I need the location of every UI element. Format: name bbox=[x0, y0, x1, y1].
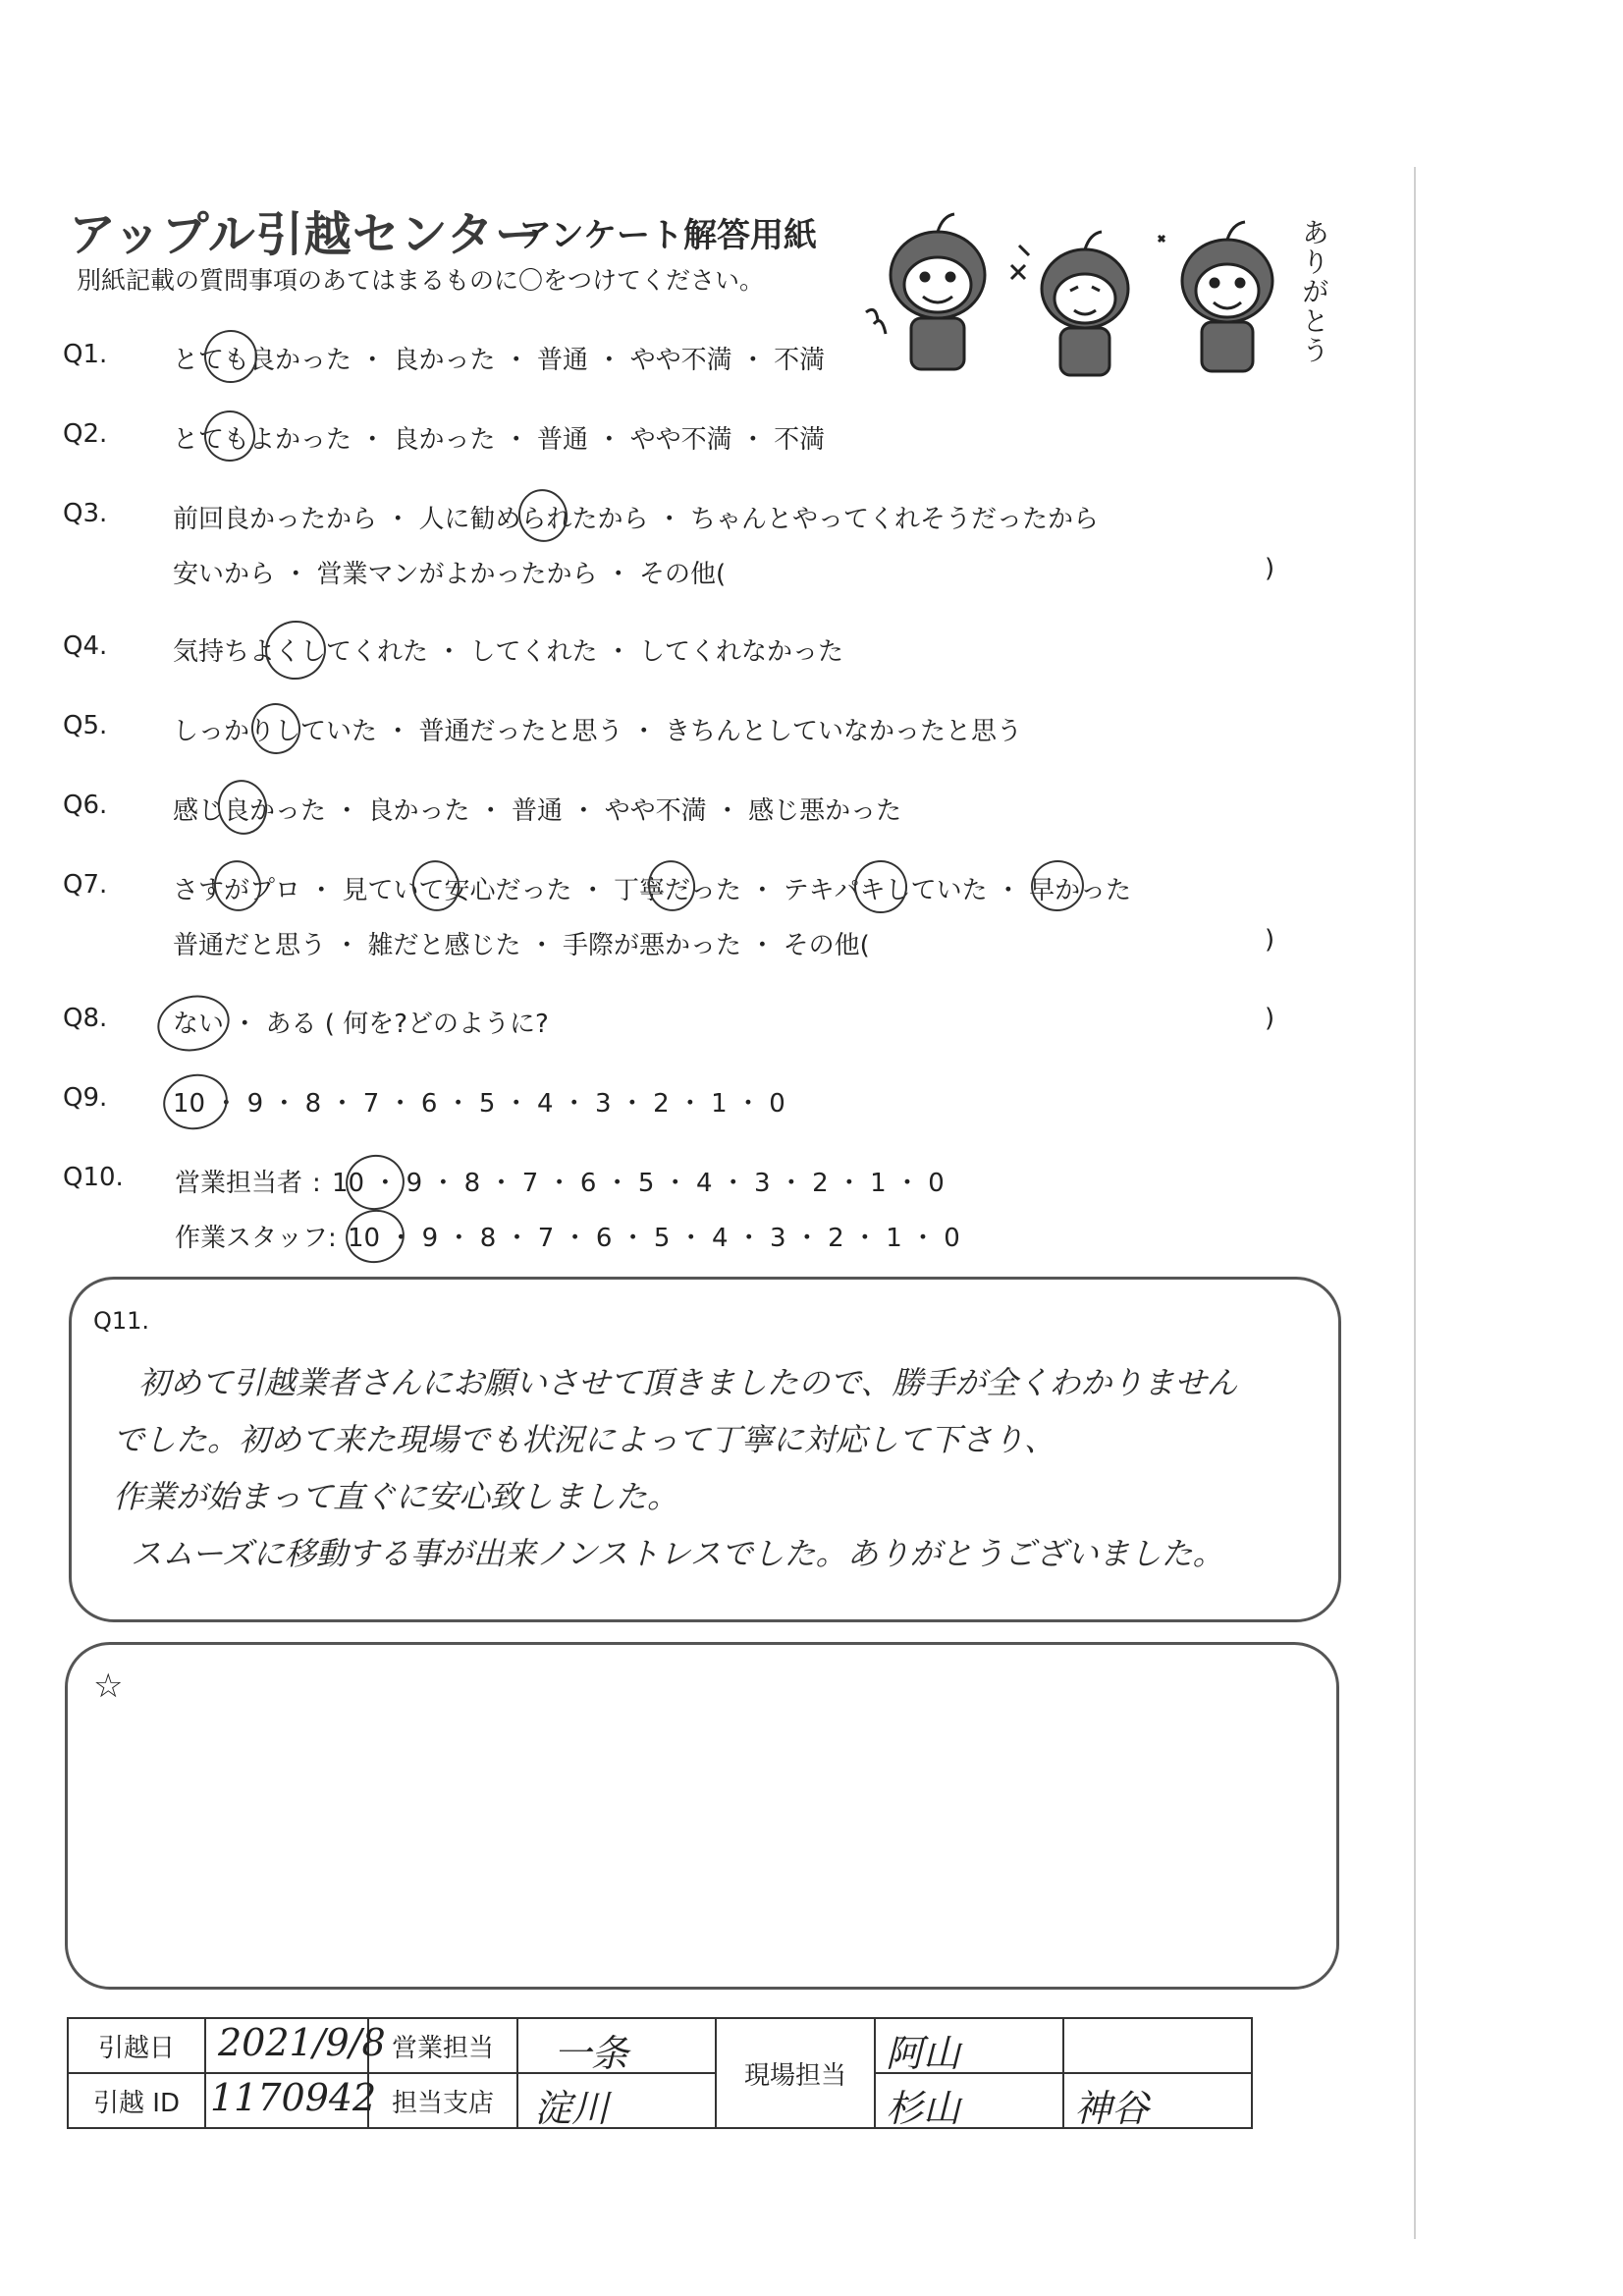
question-options: 前回良かったから ・ 人に勧められたから ・ ちゃんとやってくれそうだったから bbox=[173, 505, 1100, 534]
answer-circle-q7-b bbox=[407, 856, 464, 916]
answer-circle-q10-sales bbox=[341, 1149, 409, 1215]
answer-circle-q5 bbox=[246, 698, 305, 758]
question-options: 10 ・ 9 ・ 8 ・ 7 ・ 6 ・ 5 ・ 4 ・ 3 ・ 2 ・ 1 ・ 0 bbox=[173, 1089, 785, 1119]
mascot-2-icon bbox=[1011, 232, 1128, 375]
question-options: ない ・ ある ( 何を?どのように? bbox=[173, 1010, 549, 1039]
instruction-text: 別紙記載の質問事項のあてはまるものに〇をつけてください。 bbox=[77, 266, 765, 295]
branch-cell bbox=[517, 2073, 716, 2128]
answer-circle-q8 bbox=[152, 989, 235, 1058]
answer-circle-q1 bbox=[199, 325, 262, 388]
question-number: Q7. bbox=[63, 870, 108, 900]
site-staff-1: 阿山 bbox=[886, 2032, 961, 2075]
move-date-label: 引越日 bbox=[68, 2018, 205, 2073]
q8-paren-close: ) bbox=[1265, 1004, 1275, 1033]
move-id-value: 1170942 bbox=[210, 2076, 377, 2119]
q11-comment-line: 作業が始まって直ぐに安心致しました。 bbox=[113, 1478, 679, 1515]
site-staff-cell-3 bbox=[875, 2073, 1063, 2128]
question-number: Q2. bbox=[63, 419, 108, 449]
move-date-value: 2021/9/8 bbox=[218, 2021, 386, 2064]
site-staff-2: 杉山 bbox=[886, 2087, 961, 2130]
form-title: アンケート解答用紙 bbox=[518, 216, 817, 255]
scan-edge-line bbox=[1414, 167, 1416, 2239]
mascot-illustration bbox=[864, 206, 1325, 383]
star-notes-box bbox=[65, 1642, 1339, 1990]
question-number: Q4. bbox=[63, 631, 108, 661]
question-number: Q6. bbox=[63, 791, 108, 820]
answer-circle-q4 bbox=[259, 615, 331, 685]
move-date-cell bbox=[205, 2018, 386, 2073]
site-staff-cell-4 bbox=[1063, 2073, 1252, 2128]
sales-rep-cell bbox=[517, 2018, 716, 2073]
q10-staff-scale: 10 ・ 9 ・ 8 ・ 7 ・ 6 ・ 5 ・ 4 ・ 3 ・ 2 ・ 1 ・ 0 bbox=[348, 1224, 960, 1253]
q10-staff-label: 作業スタッフ bbox=[175, 1224, 329, 1253]
question-number: Q3. bbox=[63, 499, 108, 528]
question-number: Q1. bbox=[63, 340, 108, 369]
answer-circle-q7-c bbox=[643, 856, 700, 916]
q10-colon: : bbox=[312, 1169, 321, 1198]
q11-comment-line: スムーズに移動する事が出来ノンストレスでした。ありがとうございました。 bbox=[131, 1535, 1224, 1572]
answer-circle-q7-e bbox=[1026, 855, 1089, 916]
sales-rep-value: 一条 bbox=[554, 2032, 629, 2075]
answer-circle-q7-d bbox=[849, 855, 912, 918]
question-options: とてもよかった ・ 良かった ・ 普通 ・ やや不満 ・ 不満 bbox=[173, 425, 826, 455]
move-id-cell bbox=[205, 2073, 377, 2128]
site-staff-3: 神谷 bbox=[1074, 2087, 1150, 2130]
q10-colon: : bbox=[328, 1224, 337, 1253]
site-staff-cell-1 bbox=[875, 2018, 1063, 2073]
mascot-1-icon bbox=[866, 214, 985, 369]
question-number: Q10. bbox=[63, 1163, 124, 1192]
q11-comment-line: でした。初めて来た現場でも状況によって丁寧に対応して下さり、 bbox=[113, 1421, 1056, 1458]
question-number: Q9. bbox=[63, 1083, 108, 1113]
q10-sales-label: 営業担当者 bbox=[175, 1169, 303, 1198]
question-options: とても良かった ・ 良かった ・ 普通 ・ やや不満 ・ 不満 bbox=[173, 346, 826, 375]
q10-staff-row bbox=[175, 1218, 960, 1254]
answer-circle-q7-a bbox=[209, 856, 266, 916]
q3-paren-close: ) bbox=[1265, 554, 1275, 583]
q10-sales-scale: 10 ・ 9 ・ 8 ・ 7 ・ 6 ・ 5 ・ 4 ・ 3 ・ 2 ・ 1 ・ 0 bbox=[332, 1169, 945, 1198]
q11-comment-line: 初めて引越業者さんにお願いさせて頂きましたので、勝手が全くわかりません bbox=[138, 1364, 1238, 1401]
question-options: 感じ良かった ・ 良かった ・ 普通 ・ やや不満 ・ 感じ悪かった bbox=[173, 796, 902, 826]
answer-circle-q3 bbox=[514, 484, 572, 546]
move-id-label: 引越 ID bbox=[68, 2073, 205, 2128]
q11-comment-box bbox=[69, 1277, 1341, 1622]
q11-label: Q11. bbox=[93, 1307, 150, 1335]
branch-label: 担当支店 bbox=[368, 2073, 517, 2128]
brand-title: アップル引越センター bbox=[69, 207, 543, 262]
answer-circle-q10-staff bbox=[341, 1204, 409, 1268]
sales-rep-label: 営業担当 bbox=[368, 2018, 517, 2073]
answer-circle-q6 bbox=[213, 775, 273, 839]
q7-paren-close: ) bbox=[1265, 925, 1275, 955]
site-staff-label: 現場担当 bbox=[716, 2018, 875, 2128]
answer-circle-q9 bbox=[158, 1068, 233, 1135]
question-number: Q8. bbox=[63, 1004, 108, 1033]
question-options: 気持ちよくしてくれた ・ してくれた ・ してくれなかった bbox=[173, 637, 844, 667]
question-number: Q5. bbox=[63, 711, 108, 740]
star-label: ☆ bbox=[93, 1667, 124, 1706]
question-options-2: 安いから ・ 営業マンがよかったから ・ その他( bbox=[173, 560, 727, 589]
q10-sales-row bbox=[175, 1163, 945, 1199]
move-info-table bbox=[67, 2017, 1253, 2129]
site-staff-cell-2 bbox=[1063, 2018, 1252, 2073]
question-options: しっかりしていた ・ 普通だったと思う ・ きちんとしていなかったと思う bbox=[173, 717, 1023, 746]
mascot-3-icon bbox=[1159, 222, 1272, 371]
question-options: さすがプロ ・ 見ていて安心だった ・ 丁寧だった ・ テキパキしていた ・ 早かった bbox=[173, 876, 1132, 905]
thanks-vertical-text: ありがとう bbox=[1298, 218, 1330, 365]
question-options-2: 普通だと思う ・ 雑だと感じた ・ 手際が悪かった ・ その他( bbox=[173, 931, 870, 960]
answer-circle-q2 bbox=[199, 406, 260, 466]
branch-value: 淀川 bbox=[534, 2087, 610, 2130]
